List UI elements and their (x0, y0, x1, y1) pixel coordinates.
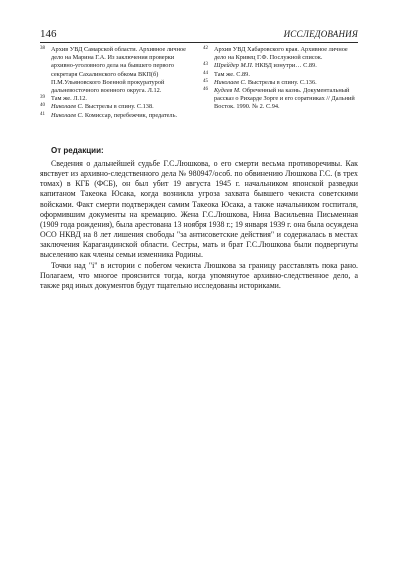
footnote-number: 46 (203, 87, 208, 93)
paragraph: Точки над "i" в истории с побегом чекиста Люшкова за границу расставлять пока рано. Полагаем, что многое прояснится тогда, когда упомянутое архивно-следственное дело, а также ряд иных документов будут тщательно исследованы историками. (40, 260, 358, 290)
section-title: ИССЛЕДОВАНИЯ (283, 29, 358, 39)
footnote-number: 38 (40, 46, 45, 51)
footnote-text (214, 46, 358, 62)
footnote-body: Архив УВД Хабаровского края. Архивное личное дело на Кривец Г.Ф. Послужной список. (214, 46, 348, 62)
footnote-body: Обреченный на казнь. Документальный рассказ о Рихарде Зорге и его соратниках // Дальний Восток. 1990. № 2. С.94. (214, 87, 355, 111)
footnote-text (214, 79, 358, 87)
footnote-body: Выстрелы в спину. С.138. (83, 103, 154, 111)
footnote-number: 45 (203, 78, 208, 84)
footnote-text (214, 62, 358, 70)
footnote (40, 46, 188, 95)
footnote-text (214, 71, 358, 79)
footnote-body: Комиссар, перебежчик, предатель. (83, 111, 178, 119)
footnote-text (51, 112, 188, 120)
footnote (203, 79, 358, 87)
footnote-number: 40 (40, 103, 45, 109)
footnote (203, 87, 358, 112)
footnote-number: 41 (40, 111, 45, 117)
footnote-text (51, 95, 188, 103)
running-header (40, 27, 358, 41)
footnote-body: Архив УВД Самарской области. Архивное личное дело на Марина Г.А. Из заключения проверки архивно-уголовного дела на бывшего первого секретаря Сахалинского обкома ВКП(б) П.М.Ульяновского Военной прокуратурой дальневосточного военного округа. Л.12. (51, 46, 186, 95)
footnote-author: Николаев С. (214, 78, 247, 86)
footnote-number: 42 (203, 46, 208, 51)
footnotes (40, 46, 358, 126)
footnotes-left-column (40, 46, 188, 120)
footnote-author: Николаев С. (51, 111, 84, 119)
footnote-author: Кудеев М. (214, 87, 241, 95)
editorial-body (40, 159, 358, 291)
footnote-body: Там же. С.89. (214, 70, 250, 78)
footnote-author: Шрейдер М.П. (214, 62, 254, 70)
footnote-number: 44 (203, 70, 208, 76)
footnote (203, 71, 358, 79)
footnote (40, 95, 188, 103)
footnote (203, 62, 358, 70)
footnote-number: 43 (203, 62, 208, 68)
page-number: 146 (40, 28, 57, 40)
footnote-number: 39 (40, 95, 45, 101)
footnote-body: НКВД изнутри… С.89. (253, 62, 317, 70)
footnote (40, 112, 188, 120)
header-rule (40, 42, 358, 43)
footnote-body: Там же. Л.12. (51, 95, 87, 103)
footnote-text (214, 87, 358, 112)
footnote-text (51, 46, 188, 95)
editorial-heading: От редакции: (51, 146, 104, 155)
footnote-text (51, 103, 188, 111)
footnote-author: Николаев С. (51, 103, 84, 111)
paragraph: Сведения о дальнейшей судьбе Г.С.Люшкова, о его смерти весьма противоречивы. Как явствует из архивно-следственного дела № 980947/особ. по обвинению Люшкова Г.С. (в трех томах) в КГБ (ФСБ), он был убит 19 августа 1945 г. начальником японской разведки капитаном Такеока Юсака, когда возникла угроза захвата бывшего чекиста советскими войсками. Факт смерти подтвержден самим Такеока Юсака, а также начальником госпиталя, оформившим документы на кремацию. Жена Г.С.Люшкова, Нина Васильевна Письменная (1909 года рождения), была арестована 13 ноября 1938 г.; 19 января 1939 г. она была осуждена ОСО НКВД на 8 лет лишения свободы "за антисоветские действия" и содержалась в местах заключения Карагандинской области. Сестры, мать и брат Г.С.Люшкова были подвергнуты выселению как члены семьи изменника Родины. (40, 159, 358, 260)
footnotes-right-column (203, 46, 358, 112)
footnote-body: Выстрелы в спину. С.136. (246, 78, 317, 86)
footnote (40, 103, 188, 111)
footnote (203, 46, 358, 62)
